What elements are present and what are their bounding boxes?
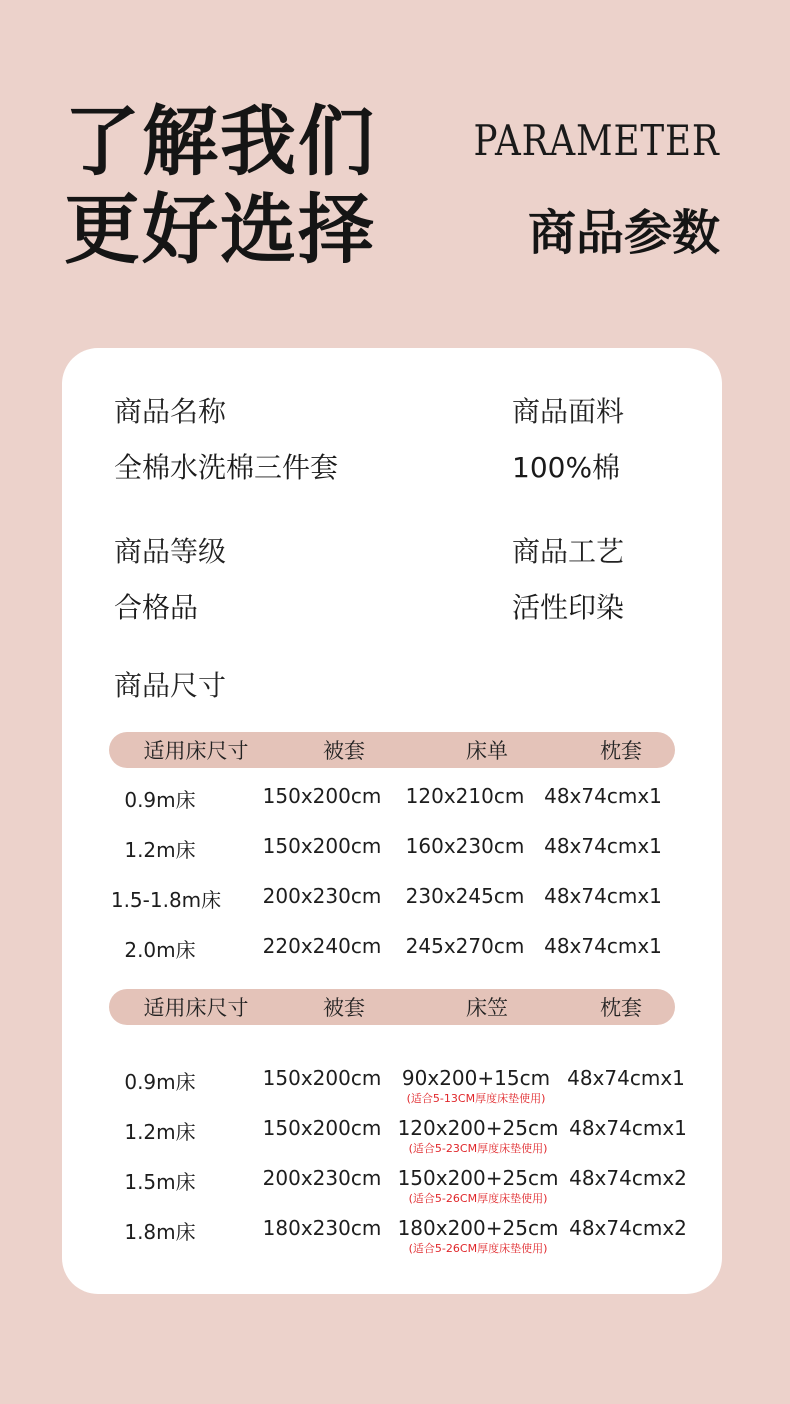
table-cell: 120x210cm (405, 784, 525, 808)
headline-line-2: 更好选择 (64, 185, 376, 274)
table-cell: 200x230cm (262, 884, 382, 908)
table-cell: 48x74cmx1 (544, 784, 662, 808)
table-cell: 0.9m床 (124, 788, 196, 812)
table2-header-fitted-sheet: 床笠 (466, 996, 508, 1020)
table-cell: 1.2m床 (124, 1120, 196, 1144)
size-label: 商品尺寸 (114, 669, 227, 702)
parameter-card (62, 348, 722, 1294)
table-cell: 150x200cm (262, 1066, 382, 1090)
mattress-thickness-note: (适合5-26CM厚度床垫使用) (408, 1242, 548, 1255)
table2-header-duvet: 被套 (323, 996, 365, 1020)
table-cell: 120x200+25cm (397, 1116, 559, 1140)
product-name-value: 全棉水洗棉三件套 (114, 451, 339, 484)
table-cell: 48x74cmx2 (569, 1166, 687, 1190)
table-cell: 150x200cm (262, 1116, 382, 1140)
table-cell: 150x200cm (262, 834, 382, 858)
table1-header-bed-size: 适用床尺寸 (143, 739, 249, 763)
parameter-english-title: PARAMETER (473, 116, 720, 165)
table-cell: 48x74cmx1 (544, 934, 662, 958)
table-cell: 160x230cm (405, 834, 525, 858)
table-cell: 230x245cm (405, 884, 525, 908)
table-cell: 150x200cm (262, 784, 382, 808)
table-cell: 2.0m床 (124, 938, 196, 962)
mattress-thickness-note: (适合5-23CM厚度床垫使用) (408, 1142, 548, 1155)
mattress-thickness-note: (适合5-13CM厚度床垫使用) (406, 1092, 546, 1105)
table-cell: 0.9m床 (124, 1070, 196, 1094)
table-cell: 1.5-1.8m床 (110, 888, 222, 912)
headline (64, 98, 376, 274)
table-cell: 1.8m床 (124, 1220, 196, 1244)
table-cell: 48x74cmx1 (569, 1116, 687, 1140)
headline-line-1: 了解我们 (64, 97, 376, 186)
table1-header-duvet: 被套 (323, 739, 365, 763)
table-cell: 245x270cm (405, 934, 525, 958)
table-cell: 48x74cmx2 (569, 1216, 687, 1240)
parameter-chinese-title: 商品参数 (527, 205, 720, 261)
table1-header (109, 732, 675, 768)
table-cell: 150x200+25cm (397, 1166, 559, 1190)
table-cell: 90x200+15cm (401, 1066, 551, 1090)
table-cell: 180x200+25cm (397, 1216, 559, 1240)
fabric-value: 100%棉 (512, 451, 621, 484)
table-cell: 180x230cm (262, 1216, 382, 1240)
table2-header-pillowcase: 枕套 (600, 996, 642, 1020)
table-cell: 1.2m床 (124, 838, 196, 862)
table-cell: 220x240cm (262, 934, 382, 958)
craft-label: 商品工艺 (512, 535, 625, 568)
table1-header-sheet: 床单 (466, 739, 508, 763)
table-cell: 200x230cm (262, 1166, 382, 1190)
grade-label: 商品等级 (114, 535, 227, 568)
fabric-label: 商品面料 (512, 395, 625, 428)
grade-value: 合格品 (114, 591, 199, 624)
table1-header-pillowcase: 枕套 (600, 739, 642, 763)
table-cell: 1.5m床 (124, 1170, 196, 1194)
table2-header (109, 989, 675, 1025)
table-cell: 48x74cmx1 (544, 884, 662, 908)
mattress-thickness-note: (适合5-26CM厚度床垫使用) (408, 1192, 548, 1205)
table-cell: 48x74cmx1 (567, 1066, 685, 1090)
table2-header-bed-size: 适用床尺寸 (143, 996, 249, 1020)
product-name-label: 商品名称 (114, 395, 227, 428)
table-cell: 48x74cmx1 (544, 834, 662, 858)
craft-value: 活性印染 (512, 591, 625, 624)
